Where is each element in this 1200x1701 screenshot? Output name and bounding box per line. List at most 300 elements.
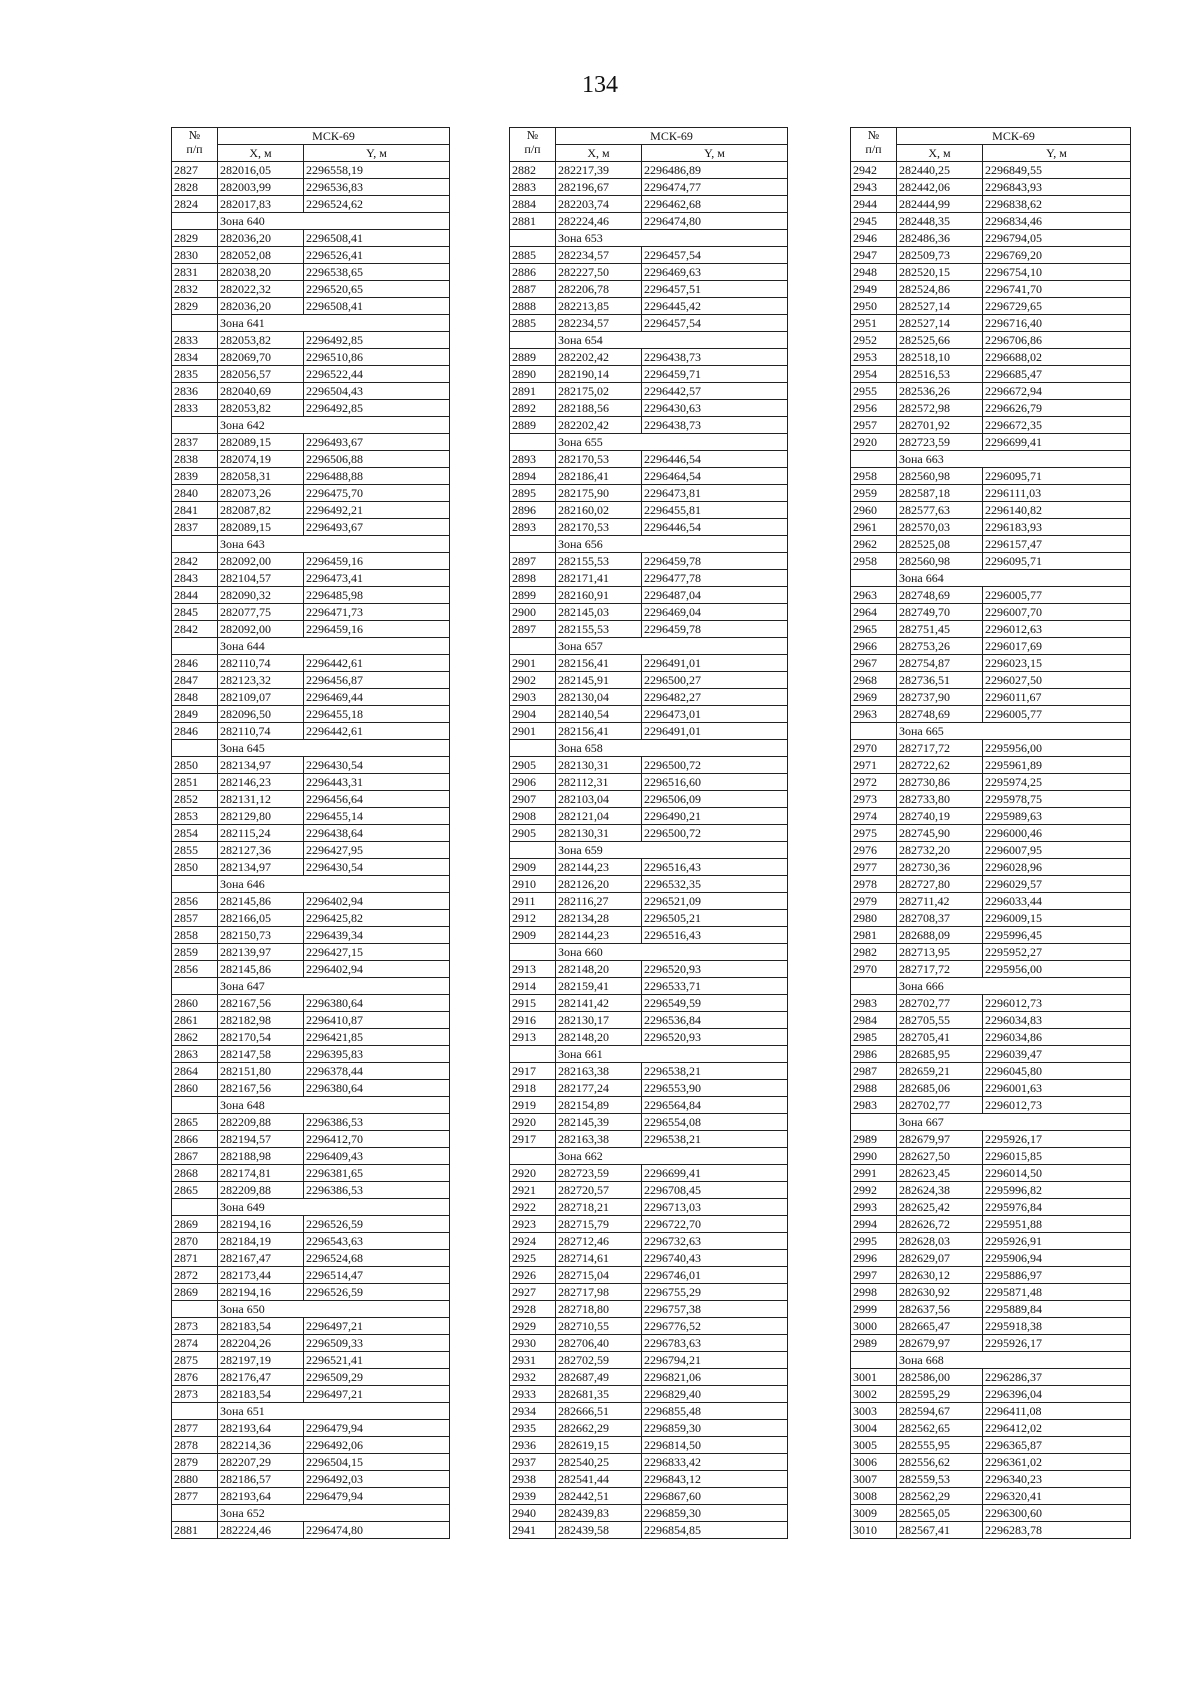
y-coordinate: 2296457,54 — [642, 247, 788, 264]
y-coordinate: 2296469,04 — [642, 604, 788, 621]
point-number: 2984 — [851, 1012, 897, 1029]
table-row — [851, 264, 1131, 281]
y-coordinate: 2295871,48 — [983, 1284, 1131, 1301]
y-coordinate: 2296015,85 — [983, 1148, 1131, 1165]
y-coordinate: 2296510,86 — [304, 349, 450, 366]
zone-label: Зона 653 — [556, 230, 788, 247]
x-coordinate: 282145,03 — [556, 604, 642, 621]
table-row — [510, 672, 788, 689]
y-coordinate: 2296754,10 — [983, 264, 1131, 281]
point-number: 2915 — [510, 995, 556, 1012]
point-number: 2918 — [510, 1080, 556, 1097]
x-coordinate: 282186,57 — [218, 1471, 304, 1488]
zone-row — [510, 944, 788, 961]
table-row — [510, 1352, 788, 1369]
point-number: 2913 — [510, 961, 556, 978]
table-row — [851, 1046, 1131, 1063]
y-coordinate: 2296475,70 — [304, 485, 450, 502]
point-number: 2889 — [510, 349, 556, 366]
table-row — [510, 519, 788, 536]
zone-empty-cell — [851, 723, 897, 740]
x-coordinate: 282110,74 — [218, 655, 304, 672]
table-row — [510, 1029, 788, 1046]
table-row — [172, 1216, 450, 1233]
x-coordinate: 282203,74 — [556, 196, 642, 213]
point-number: 2886 — [510, 264, 556, 281]
y-coordinate: 2296438,73 — [642, 349, 788, 366]
zone-row — [851, 1114, 1131, 1131]
table-row — [510, 1505, 788, 1522]
x-coordinate: 282630,12 — [897, 1267, 983, 1284]
y-coordinate: 2296508,41 — [304, 298, 450, 315]
point-number: 2996 — [851, 1250, 897, 1267]
zone-row — [851, 1352, 1131, 1369]
y-coordinate: 2296497,21 — [304, 1386, 450, 1403]
point-number: 2871 — [172, 1250, 218, 1267]
table-row — [851, 621, 1131, 638]
table-row — [510, 1471, 788, 1488]
table-row — [851, 927, 1131, 944]
x-coordinate: 282173,44 — [218, 1267, 304, 1284]
y-coordinate: 2296520,93 — [642, 1029, 788, 1046]
table-row — [172, 1369, 450, 1386]
point-number: 2976 — [851, 842, 897, 859]
x-coordinate: 282196,67 — [556, 179, 642, 196]
y-coordinate: 2296473,81 — [642, 485, 788, 502]
table-row — [851, 689, 1131, 706]
coordinates-table-2 — [509, 127, 788, 1539]
zone-empty-cell — [172, 315, 218, 332]
zone-empty-cell — [510, 536, 556, 553]
zone-label: Зона 646 — [218, 876, 450, 893]
x-coordinate: 282572,98 — [897, 400, 983, 417]
point-number: 2862 — [172, 1029, 218, 1046]
table-row — [510, 264, 788, 281]
x-coordinate: 282131,12 — [218, 791, 304, 808]
table-row — [851, 825, 1131, 842]
table-row — [510, 995, 788, 1012]
y-coordinate: 2296012,73 — [983, 995, 1131, 1012]
y-coordinate: 2296722,70 — [642, 1216, 788, 1233]
x-coordinate: 282560,98 — [897, 553, 983, 570]
zone-empty-cell — [172, 638, 218, 655]
x-coordinate: 282213,85 — [556, 298, 642, 315]
y-coordinate: 2295956,00 — [983, 740, 1131, 757]
y-coordinate: 2296706,86 — [983, 332, 1131, 349]
zone-label: Зона 651 — [218, 1403, 450, 1420]
y-coordinate: 2296859,30 — [642, 1505, 788, 1522]
point-number: 2887 — [510, 281, 556, 298]
x-coordinate: 282234,57 — [556, 315, 642, 332]
table-row — [851, 706, 1131, 723]
y-coordinate: 2296482,27 — [642, 689, 788, 706]
x-coordinate: 282193,64 — [218, 1420, 304, 1437]
x-coordinate: 282679,97 — [897, 1335, 983, 1352]
table-row — [851, 468, 1131, 485]
point-number: 2892 — [510, 400, 556, 417]
x-coordinate: 282637,56 — [897, 1301, 983, 1318]
point-number: 2940 — [510, 1505, 556, 1522]
y-coordinate: 2296522,44 — [304, 366, 450, 383]
point-number: 2954 — [851, 366, 897, 383]
y-coordinate: 2296732,63 — [642, 1233, 788, 1250]
x-coordinate: 282745,90 — [897, 825, 983, 842]
zone-empty-cell — [172, 213, 218, 230]
y-coordinate: 2296505,21 — [642, 910, 788, 927]
point-number: 2974 — [851, 808, 897, 825]
header-row — [510, 128, 788, 145]
table-row — [172, 366, 450, 383]
x-coordinate: 282754,87 — [897, 655, 983, 672]
table-row — [172, 1471, 450, 1488]
y-coordinate: 2295926,17 — [983, 1131, 1131, 1148]
point-number: 3008 — [851, 1488, 897, 1505]
point-number: 2926 — [510, 1267, 556, 1284]
point-number: 2947 — [851, 247, 897, 264]
point-number: 2960 — [851, 502, 897, 519]
point-number: 2972 — [851, 774, 897, 791]
y-coordinate: 2295918,38 — [983, 1318, 1131, 1335]
table-row — [851, 332, 1131, 349]
x-coordinate: 282160,91 — [556, 587, 642, 604]
zone-label: Зона 642 — [218, 417, 450, 434]
x-coordinate: 282565,05 — [897, 1505, 983, 1522]
x-coordinate: 282188,56 — [556, 400, 642, 417]
table-row — [172, 264, 450, 281]
point-number: 2868 — [172, 1165, 218, 1182]
y-coordinate: 2296486,89 — [642, 162, 788, 179]
table-row — [851, 587, 1131, 604]
y-coordinate: 2296469,63 — [642, 264, 788, 281]
y-coordinate: 2296000,46 — [983, 825, 1131, 842]
point-number: 2877 — [172, 1488, 218, 1505]
point-number: 2904 — [510, 706, 556, 723]
point-number: 2981 — [851, 927, 897, 944]
point-number: 3005 — [851, 1437, 897, 1454]
zone-label: Зона 652 — [218, 1505, 450, 1522]
table-row — [851, 1216, 1131, 1233]
point-number: 2977 — [851, 859, 897, 876]
header-y: Y, м — [642, 145, 788, 162]
table-row — [172, 400, 450, 417]
point-number: 2982 — [851, 944, 897, 961]
header-number — [851, 128, 897, 162]
x-coordinate: 282681,35 — [556, 1386, 642, 1403]
table-row — [851, 1403, 1131, 1420]
point-number: 2949 — [851, 281, 897, 298]
y-coordinate: 2296340,23 — [983, 1471, 1131, 1488]
zone-row — [172, 1301, 450, 1318]
point-number: 2989 — [851, 1335, 897, 1352]
table-row — [851, 995, 1131, 1012]
y-coordinate: 2296520,65 — [304, 281, 450, 298]
point-number: 2831 — [172, 264, 218, 281]
table-row — [851, 179, 1131, 196]
y-coordinate: 2296402,94 — [304, 961, 450, 978]
table-row — [510, 876, 788, 893]
y-coordinate: 2296729,65 — [983, 298, 1131, 315]
x-coordinate: 282748,69 — [897, 587, 983, 604]
x-coordinate: 282197,19 — [218, 1352, 304, 1369]
point-number: 2907 — [510, 791, 556, 808]
point-number: 2917 — [510, 1131, 556, 1148]
point-number: 2869 — [172, 1216, 218, 1233]
table-row — [510, 1284, 788, 1301]
point-number: 2920 — [851, 434, 897, 451]
y-coordinate: 2296485,98 — [304, 587, 450, 604]
y-coordinate: 2296794,21 — [642, 1352, 788, 1369]
table-row — [851, 502, 1131, 519]
x-coordinate: 282540,25 — [556, 1454, 642, 1471]
x-coordinate: 282662,29 — [556, 1420, 642, 1437]
x-coordinate: 282170,54 — [218, 1029, 304, 1046]
table-row — [172, 757, 450, 774]
x-coordinate: 282623,45 — [897, 1165, 983, 1182]
zone-row — [172, 1199, 450, 1216]
zone-empty-cell — [510, 638, 556, 655]
y-coordinate: 2296380,64 — [304, 1080, 450, 1097]
y-coordinate: 2296492,06 — [304, 1437, 450, 1454]
point-number: 2909 — [510, 927, 556, 944]
zone-label: Зона 648 — [218, 1097, 450, 1114]
x-coordinate: 282751,45 — [897, 621, 983, 638]
point-number: 2900 — [510, 604, 556, 621]
table-row — [510, 910, 788, 927]
y-coordinate: 2296558,19 — [304, 162, 450, 179]
zone-row — [851, 723, 1131, 740]
y-coordinate: 2296769,20 — [983, 247, 1131, 264]
point-number: 2927 — [510, 1284, 556, 1301]
table-row — [510, 179, 788, 196]
point-number: 3002 — [851, 1386, 897, 1403]
x-coordinate: 282141,42 — [556, 995, 642, 1012]
x-coordinate: 282077,75 — [218, 604, 304, 621]
y-coordinate: 2296023,15 — [983, 655, 1131, 672]
point-number: 2908 — [510, 808, 556, 825]
zone-row — [510, 740, 788, 757]
y-coordinate: 2295926,91 — [983, 1233, 1131, 1250]
table-row — [510, 1454, 788, 1471]
y-coordinate: 2296506,88 — [304, 451, 450, 468]
x-coordinate: 282586,00 — [897, 1369, 983, 1386]
zone-label: Зона 655 — [556, 434, 788, 451]
point-number: 2893 — [510, 519, 556, 536]
point-number: 2935 — [510, 1420, 556, 1437]
point-number: 2852 — [172, 791, 218, 808]
y-coordinate: 2296027,50 — [983, 672, 1131, 689]
x-coordinate: 282144,23 — [556, 927, 642, 944]
x-coordinate: 282727,80 — [897, 876, 983, 893]
table-row — [851, 213, 1131, 230]
point-number: 2932 — [510, 1369, 556, 1386]
y-coordinate: 2296457,54 — [642, 315, 788, 332]
y-coordinate: 2296521,09 — [642, 893, 788, 910]
x-coordinate: 282174,81 — [218, 1165, 304, 1182]
x-coordinate: 282555,95 — [897, 1437, 983, 1454]
y-coordinate: 2296283,78 — [983, 1522, 1131, 1539]
x-coordinate: 282753,26 — [897, 638, 983, 655]
table-row — [172, 1284, 450, 1301]
table-row — [172, 230, 450, 247]
table-row — [510, 1420, 788, 1437]
table-row — [172, 1420, 450, 1437]
x-coordinate: 282171,41 — [556, 570, 642, 587]
zone-label: Зона 662 — [556, 1148, 788, 1165]
point-number: 2894 — [510, 468, 556, 485]
y-coordinate: 2296524,62 — [304, 196, 450, 213]
x-coordinate: 282155,53 — [556, 553, 642, 570]
point-number: 2882 — [510, 162, 556, 179]
point-number: 2924 — [510, 1233, 556, 1250]
point-number: 2914 — [510, 978, 556, 995]
table-row — [172, 587, 450, 604]
y-coordinate: 2296746,01 — [642, 1267, 788, 1284]
zone-row — [172, 1403, 450, 1420]
y-coordinate: 2296532,35 — [642, 876, 788, 893]
point-number: 2920 — [510, 1114, 556, 1131]
table-row — [851, 1182, 1131, 1199]
coordinates-table — [171, 127, 450, 1539]
table-row — [510, 281, 788, 298]
zone-label: Зона 647 — [218, 978, 450, 995]
point-number: 2991 — [851, 1165, 897, 1182]
y-coordinate: 2296814,50 — [642, 1437, 788, 1454]
table-row — [851, 230, 1131, 247]
point-number: 2992 — [851, 1182, 897, 1199]
x-coordinate: 282176,47 — [218, 1369, 304, 1386]
table-row — [851, 1437, 1131, 1454]
point-number: 2842 — [172, 553, 218, 570]
y-coordinate: 2296442,61 — [304, 655, 450, 672]
x-coordinate: 282110,74 — [218, 723, 304, 740]
coordinates-table — [850, 127, 1131, 1539]
point-number: 2847 — [172, 672, 218, 689]
table-row — [851, 961, 1131, 978]
table-row — [510, 1199, 788, 1216]
y-coordinate: 2295956,00 — [983, 961, 1131, 978]
table-row — [510, 1063, 788, 1080]
point-number: 2946 — [851, 230, 897, 247]
y-coordinate: 2296854,85 — [642, 1522, 788, 1539]
y-coordinate: 2296533,71 — [642, 978, 788, 995]
zone-empty-cell — [172, 417, 218, 434]
table-row — [172, 1148, 450, 1165]
point-number: 2969 — [851, 689, 897, 706]
y-coordinate: 2296007,95 — [983, 842, 1131, 859]
x-coordinate: 282713,95 — [897, 944, 983, 961]
table-row — [851, 1148, 1131, 1165]
x-coordinate: 282717,72 — [897, 740, 983, 757]
y-coordinate: 2296500,72 — [642, 825, 788, 842]
y-coordinate: 2296430,54 — [304, 757, 450, 774]
y-coordinate: 2295989,63 — [983, 808, 1131, 825]
x-coordinate: 282038,20 — [218, 264, 304, 281]
x-coordinate: 282090,32 — [218, 587, 304, 604]
zone-empty-cell — [851, 570, 897, 587]
y-coordinate: 2296491,01 — [642, 655, 788, 672]
point-number: 2849 — [172, 706, 218, 723]
x-coordinate: 282439,58 — [556, 1522, 642, 1539]
x-coordinate: 282702,59 — [556, 1352, 642, 1369]
table-row — [510, 587, 788, 604]
y-coordinate: 2296473,41 — [304, 570, 450, 587]
table-row — [851, 196, 1131, 213]
table-row — [851, 1165, 1131, 1182]
table-row — [172, 723, 450, 740]
table-row — [510, 893, 788, 910]
y-coordinate: 2296549,59 — [642, 995, 788, 1012]
x-coordinate: 282145,39 — [556, 1114, 642, 1131]
y-coordinate: 2296009,15 — [983, 910, 1131, 927]
x-coordinate: 282560,98 — [897, 468, 983, 485]
x-coordinate: 282702,77 — [897, 995, 983, 1012]
point-number: 2885 — [510, 247, 556, 264]
table-row — [172, 196, 450, 213]
header-y: Y, м — [304, 145, 450, 162]
x-coordinate: 282666,51 — [556, 1403, 642, 1420]
zone-empty-cell — [510, 230, 556, 247]
table-row — [510, 1012, 788, 1029]
table-row — [851, 1522, 1131, 1539]
point-number: 2841 — [172, 502, 218, 519]
table-row — [510, 927, 788, 944]
point-number: 3010 — [851, 1522, 897, 1539]
y-coordinate: 2296033,44 — [983, 893, 1131, 910]
table-row — [851, 1369, 1131, 1386]
y-coordinate: 2296543,63 — [304, 1233, 450, 1250]
y-coordinate: 2296516,43 — [642, 927, 788, 944]
x-coordinate: 282194,57 — [218, 1131, 304, 1148]
x-coordinate: 282112,31 — [556, 774, 642, 791]
x-coordinate: 282186,41 — [556, 468, 642, 485]
x-coordinate: 282182,98 — [218, 1012, 304, 1029]
table-row — [510, 1369, 788, 1386]
x-coordinate: 282624,38 — [897, 1182, 983, 1199]
zone-empty-cell — [172, 536, 218, 553]
point-number: 2987 — [851, 1063, 897, 1080]
y-coordinate: 2296442,61 — [304, 723, 450, 740]
x-coordinate: 282056,57 — [218, 366, 304, 383]
zone-row — [172, 1097, 450, 1114]
table-row — [851, 1063, 1131, 1080]
y-coordinate: 2296855,48 — [642, 1403, 788, 1420]
y-coordinate: 2296699,41 — [983, 434, 1131, 451]
point-number: 2854 — [172, 825, 218, 842]
x-coordinate: 282518,10 — [897, 349, 983, 366]
y-coordinate: 2296506,09 — [642, 791, 788, 808]
table-row — [510, 621, 788, 638]
point-number: 2885 — [510, 315, 556, 332]
zone-empty-cell — [510, 1148, 556, 1165]
point-number: 2829 — [172, 230, 218, 247]
zone-label: Зона 658 — [556, 740, 788, 757]
y-coordinate: 2296757,38 — [642, 1301, 788, 1318]
point-number: 2944 — [851, 196, 897, 213]
x-coordinate: 282160,02 — [556, 502, 642, 519]
y-coordinate: 2296471,73 — [304, 604, 450, 621]
point-number: 3007 — [851, 1471, 897, 1488]
point-number: 2964 — [851, 604, 897, 621]
table-row — [172, 1437, 450, 1454]
table-row — [851, 638, 1131, 655]
zone-empty-cell — [172, 978, 218, 995]
x-coordinate: 282190,14 — [556, 366, 642, 383]
point-number: 2930 — [510, 1335, 556, 1352]
x-coordinate: 282627,50 — [897, 1148, 983, 1165]
x-coordinate: 282036,20 — [218, 298, 304, 315]
y-coordinate: 2296504,15 — [304, 1454, 450, 1471]
x-coordinate: 282069,70 — [218, 349, 304, 366]
